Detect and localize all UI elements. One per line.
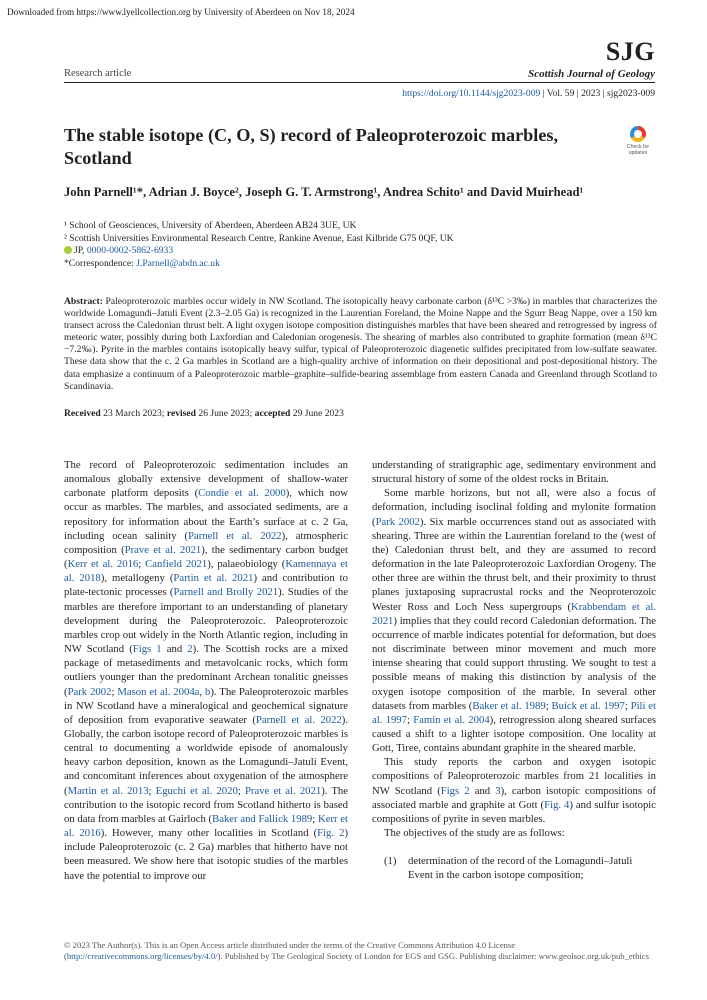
accepted-label: accepted bbox=[254, 408, 291, 419]
paragraph: The record of Paleoproterozoic sedimentation includes an anomalous globally extensive development of shallow-water carbonate platform deposits (Condie et al. 2000), which now occur as marbles. The marbles, and associated sediments, are a repository for information about the Earth’s surface at c. 2 Ga, including ocean salinity (Parnell et al. 2022), atmospheric composition (Prave et al. 2021), the sedimentary carbon budget (Kerr et al. 2016; Canfield 2021), palaeobiology (Kamennaya et al. 2018), metallogeny (Partin et al. 2021) and contribution to plate-tectonic processes (Parnell and Brolly 2021). Studies of the marbles are therefore important to an understanding of planetary development during the Paleoproterozoic. Paleoproterozoic marbles crop out widely in the North Atlantic region, including in NW Scotland (Figs 1 and 2). The Scottish rocks are a mixed package of metasediments and metavolcanic rocks, which form outliers younger than the predominant Archean tonalitic gneisses (Park 2002; Mason et al. 2004a, b). The Paleoproterozoic marbles in NW Scotland have a mineralogical and geochemical signature of deposition from evaporative seawater (Parnell et al. 2022). Globally, the carbon isotope record of Paleoproterozoic marbles is central to documenting a worldwide episode of anomalously heavy carbon deposition, known as the Lomagundi–Jatuli Event, and concomitant inferences about oxygenation of the atmosphere (Martin et al. 2013; Eguchi et al. 2020; Prave et al. 2021). The contribution to the isotopic record from Scotland hitherto is based on data from marbles at Gairloch (Baker and Fallick 1989; Kerr et al. 2016). However, many other localities in Scotland (Fig. 2) include Paleoproterozoic (c. 2 Ga) marbles that hitherto have not been measured. We show here that isotopic studies of the marbles have the potential to improve our bbox=[64, 459, 349, 882]
citation-link[interactable]: Parnell et al. 2022 bbox=[188, 529, 282, 542]
figure-link[interactable]: 2 bbox=[187, 643, 193, 656]
journal-logo: SJG bbox=[605, 37, 655, 66]
citation-link[interactable]: Famin et al. 2004 bbox=[413, 713, 490, 726]
abstract-label: Abstract: bbox=[64, 296, 103, 307]
citation-line bbox=[402, 88, 655, 99]
doi-link[interactable]: https://doi.org/10.1144/sjg2023-009 bbox=[402, 88, 541, 99]
citation-link[interactable]: Mason et al. 2004a bbox=[117, 685, 200, 698]
orcid-link[interactable]: 0000-0002-5862-6933 bbox=[86, 245, 174, 257]
figure-link[interactable]: Figs 1 bbox=[132, 643, 162, 656]
citation-link[interactable]: Park 2002 bbox=[375, 515, 420, 528]
download-note: Downloaded from https://www.lyellcollection.org by University of Aberdeen on Nov 18, 2024 bbox=[7, 7, 355, 17]
citation-link[interactable]: Buick et al. 1997 bbox=[551, 699, 625, 712]
citation-link[interactable]: Partin et al. 2021 bbox=[173, 572, 254, 585]
license-link[interactable]: http://creativecommons.org/licenses/by/4.0/ bbox=[66, 951, 218, 961]
received-label: Received bbox=[64, 408, 101, 419]
citation-link[interactable]: Baker and Fallick 1989 bbox=[212, 812, 313, 825]
figure-link[interactable]: 3 bbox=[495, 784, 501, 797]
citation-link[interactable]: Kerr et al. 2016 bbox=[67, 558, 139, 571]
citation-link[interactable]: Parnell and Brolly 2021 bbox=[173, 586, 279, 599]
affiliation-1: ¹ School of Geosciences, University of Aberdeen, Aberdeen AB24 3UE, UK bbox=[64, 220, 357, 231]
citation-info: | Vol. 59 | 2023 | sjg2023-009 bbox=[540, 88, 655, 99]
abstract bbox=[64, 296, 657, 393]
citation-link[interactable]: Pili et al. 1997 bbox=[372, 699, 656, 726]
citation-link[interactable]: Canfield 2021 bbox=[145, 558, 208, 571]
citation-link[interactable]: b bbox=[205, 685, 211, 698]
paragraph: Some marble horizons, but not all, were also a focus of deformation, including isoclinal folding and mylonite formation (Park 2002). Six marble occurrences stand out as associated with shearing. Three are within the Laurentian foreland to the (west of the) Caledonian thrust belt, and they are assumed to record deformation in the late Paleoproterozoic Laxfordian Orogeny. The other three are within the thrust belt, and their proximity to thrust planes juxtaposing supracrustal rocks and the Neoproterozoic Wester Ross and Loch Ness supergroups (Krabbendam et al. 2021) implies that they could record Caledonian deformation. The occurrence of marble indicates potential for deformation, but does not discriminate between minor movement and much more intense shearing that could support thrusting. We sought to test a possible means of making this distinction by analysis of the oxygen isotope composition of the marble. In several other datasets from marbles (Baker et al. 1989; Buick et al. 1997; Pili et al. 1997; Famin et al. 2004), retrogression along sheared surfaces caused a shift to a lighter isotope composition. One locality at Gott, Tiree, contains abundant graphite in the sheared marble. bbox=[372, 487, 656, 755]
list-item-text: determination of the record of the Lomagundi–Jatuli Event in the carbon isotope composition; bbox=[408, 855, 633, 882]
affiliations bbox=[64, 220, 454, 270]
citation-link[interactable]: Park 2002 bbox=[67, 685, 112, 698]
correspondence-email-link[interactable]: J.Parnell@abdn.ac.uk bbox=[136, 257, 220, 269]
orcid-prefix: JP, bbox=[74, 245, 87, 257]
journal-name: Scottish Journal of Geology bbox=[528, 68, 655, 80]
citation-link[interactable]: Baker et al. 1989 bbox=[472, 699, 546, 712]
check-updates-icon bbox=[630, 126, 646, 142]
revised-label: revised bbox=[166, 408, 196, 419]
figure-link[interactable]: Fig. 2 bbox=[317, 827, 345, 840]
accepted-date: 29 June 2023 bbox=[290, 408, 344, 419]
citation-link[interactable]: Krabbendam et al. 2021 bbox=[372, 600, 656, 627]
revised-date: 26 June 2023; bbox=[196, 408, 255, 419]
objectives-list bbox=[372, 854, 656, 882]
citation-link[interactable]: Kerr et al. 2016 bbox=[64, 812, 348, 840]
orcid-icon bbox=[64, 246, 72, 254]
body-column-right bbox=[372, 458, 656, 883]
list-item bbox=[372, 854, 656, 882]
citation-link[interactable]: Martin et al. 2013 bbox=[67, 784, 149, 797]
list-item-number: (1) bbox=[384, 855, 397, 868]
correspondence-prefix: *Correspondence: bbox=[64, 257, 137, 269]
paragraph: This study reports the carbon and oxygen isotopic compositions of Paleoproterozoic marbles from 21 localities in NW Scotland (Figs 2 and 3), carbon isotopic compositions of associated marble and graphite at Gott (Fig. 4) and sulfur isotopic compositions of pyrite in seven marbles. bbox=[372, 756, 657, 825]
affiliation-2: ² Scottish Universities Environmental Research Centre, Rankine Avenue, East Kilbride G75 0QF, UK bbox=[64, 232, 454, 244]
received-date: 23 March 2023; bbox=[100, 408, 167, 419]
check-updates-label: Check for updates bbox=[626, 144, 650, 156]
article-type-label: Research article bbox=[64, 68, 132, 79]
author-list: John Parnell¹*, Adrian J. Boyce², Joseph G. T. Armstrong¹, Andrea Schito¹ and David Muirhead¹ bbox=[64, 185, 584, 199]
license-footer: © 2023 The Author(s). This is an Open Access article distributed under the terms of the Creative Commons Attribution 4.0 License (http://creativecommons.org/licenses/by/4.0/). Published by The Geological Society of London for EGS and GSG. Publishing disclaimer: www.geolsoc.org.uk/pub_ethics bbox=[64, 940, 649, 961]
paragraph: The objectives of the study are as follows: bbox=[384, 827, 565, 840]
citation-link[interactable]: Condie et al. 2000 bbox=[198, 487, 286, 500]
citation-link[interactable]: Prave et al. 2021 bbox=[124, 543, 202, 556]
citation-link[interactable]: Kamennaya et al. 2018 bbox=[64, 558, 348, 585]
citation-link[interactable]: Eguchi et al. 2020 bbox=[155, 784, 238, 797]
abstract-text: Paleoproterozoic marbles occur widely in NW Scotland. The isotopically heavy carbonate carbon (δ¹³C >3‰) in marbles that characterizes the worldwide Lomagundi–Jatuli Event (2.3–2.05 Ga) is recognized in the Laurentian Foreland, the Moine Nappe and the Sgurr Beag Nappe, over a 150 km transect across the Caledonian thrust belt. A light oxygen isotope composition distinguishes marbles that have been sheared and retrogressed by ingress of meteoric water, possibly during both Laxfordian and Caledonian orogenesis. The shearing of marbles also contributed to graphite formation (mean δ¹³C −7.2‰). Pyrite in the marbles contains isotopically heavy sulfur, typical of Paleoproterozoic diagenetic sulfides precipitated from low-sulfate seawater. These data show that the c. 2 Ga marbles in Scotland are a high-quality archive of information on their depositional and post-depositional history. The data emphasize a continuum of a Paleoproterozoic marble–graphite–sulfide-bearing assemblage from eastern Canada and Greenland through Scotland to Scandinavia. bbox=[64, 296, 658, 392]
article-dates bbox=[64, 408, 344, 419]
header-divider bbox=[64, 82, 655, 83]
orcid-line bbox=[64, 245, 454, 258]
check-for-updates-button[interactable] bbox=[622, 125, 654, 159]
figure-link[interactable]: Figs 2 bbox=[440, 784, 470, 797]
figure-link[interactable]: Fig. 4 bbox=[544, 798, 570, 811]
citation-link[interactable]: Parnell et al. 2022 bbox=[255, 713, 342, 726]
body-column-left bbox=[64, 458, 348, 883]
correspondence-line bbox=[64, 258, 454, 271]
citation-link[interactable]: Prave et al. 2021 bbox=[244, 784, 322, 797]
paragraph: understanding of stratigraphic age, sedimentary environment and structural history of some of the oldest rocks in Britain. bbox=[372, 459, 656, 486]
article-title: The stable isotope (C, O, S) record of Paleoproterozoic marbles, Scotland bbox=[64, 125, 559, 168]
